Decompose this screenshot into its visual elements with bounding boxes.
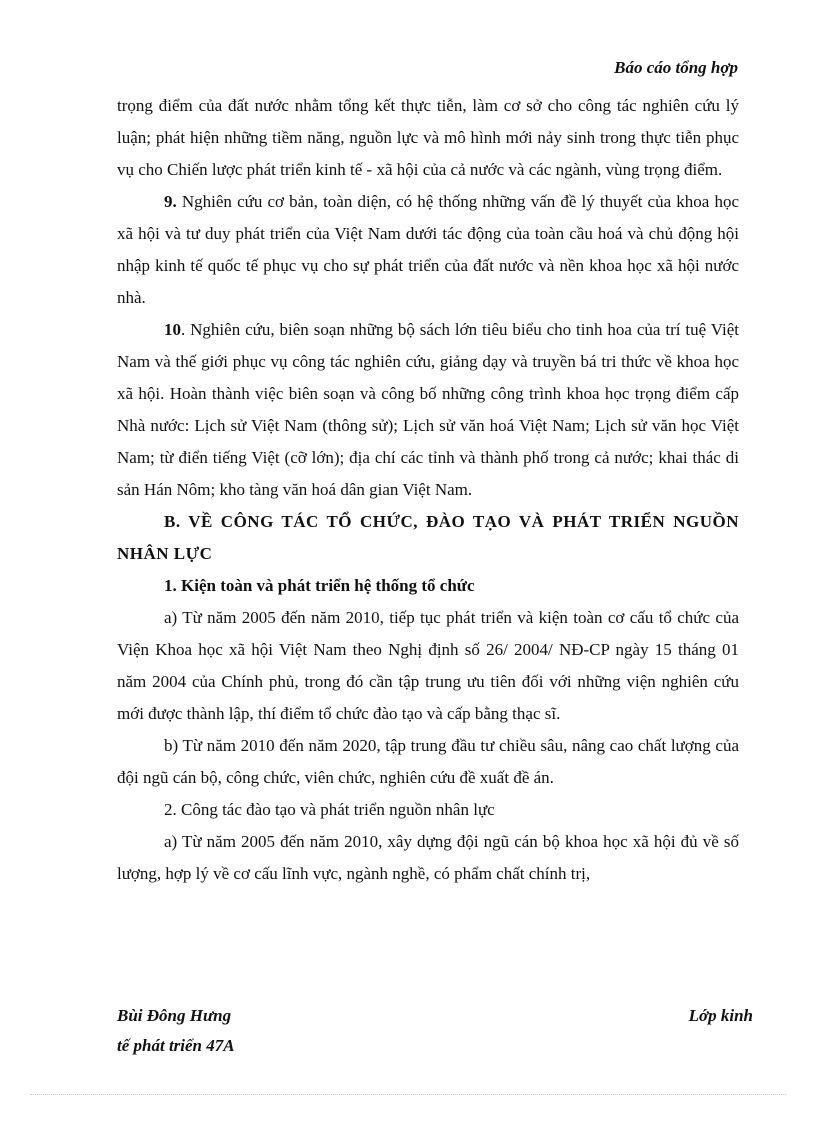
- item-10-text: . Nghiên cứu, biên soạn những bộ sách lớn tiêu biểu cho tinh hoa của trí tuệ Việt Nam và thế giới phục vụ công tác nghiên cứu, giảng dạy và truyền bá tri thức về khoa học xã hội. Hoàn thành việc biên soạn và công bố những công trình khoa học trọng điểm cấp Nhà nước: Lịch sử Việt Nam (thông sử); Lịch sử văn hoá Việt Nam; Lịch sử văn học Việt Nam; từ điển tiếng Việt (cỡ lớn); địa chí các tỉnh và thành phố trong cả nước; khai thác di sản Hán Nôm; kho tàng văn hoá dân gian Việt Nam.: [117, 320, 739, 499]
- document-body: [117, 90, 739, 890]
- item-9-text: Nghiên cứu cơ bản, toàn diện, có hệ thống những vấn đề lý thuyết của khoa học xã hội và tư duy phát triển của Việt Nam dưới tác động của toàn cầu hoá và chủ động hội nhập kinh tế quốc tế phục vụ cho sự phát triển của đất nước và nền khoa học xã hội nước nhà.: [117, 192, 739, 307]
- page-footer: [117, 1001, 753, 1061]
- footer-class-left: Lớp kinh: [688, 1006, 753, 1025]
- paragraph-1a: a) Từ năm 2005 đến năm 2010, tiếp tục phát triển và kiện toàn cơ cấu tổ chức của Viện Khoa học xã hội Việt Nam theo Nghị định số 26/ 2004/ NĐ-CP ngày 15 tháng 01 năm 2004 của Chính phủ, trong đó cần tập trung ưu tiên đối với những viện nghiên cứu mới được thành lập, thí điểm tổ chức đào tạo và cấp bằng thạc sĩ.: [117, 608, 739, 723]
- subheading-1: 1. Kiện toàn và phát triển hệ thống tổ chức: [164, 576, 475, 595]
- subheading-2: 2. Công tác đào tạo và phát triển nguồn nhân lực: [164, 800, 495, 819]
- paragraph-item-9: [117, 186, 739, 314]
- paragraph-item-10: [117, 314, 739, 506]
- paragraph-2a: a) Từ năm 2005 đến năm 2010, xây dựng đội ngũ cán bộ khoa học xã hội đủ về số lượng, hợp lý về cơ cấu lĩnh vực, ngành nghề, có phẩm chất chính trị,: [117, 832, 739, 883]
- paragraph-1b: b) Từ năm 2010 đến năm 2020, tập trung đầu tư chiều sâu, nâng cao chất lượng của đội ngũ cán bộ, công chức, viên chức, nghiên cứu đề xuất đề án.: [117, 736, 739, 787]
- section-b-heading: B. VỀ CÔNG TÁC TỔ CHỨC, ĐÀO TẠO VÀ PHÁT TRIỂN NGUỒN NHÂN LỰC: [117, 512, 739, 563]
- page-bottom-divider: [30, 1094, 786, 1095]
- item-number-9: 9.: [164, 192, 177, 211]
- footer-class-right: tế phát triển 47A: [117, 1036, 235, 1055]
- footer-author: Bùi Đông Hưng: [117, 1006, 232, 1025]
- running-header: Báo cáo tổng hợp: [614, 58, 738, 77]
- paragraph-continued: trọng điểm của đất nước nhằm tổng kết thực tiễn, làm cơ sở cho công tác nghiên cứu lý luận; phát hiện những tiềm năng, nguồn lực và mô hình mới nảy sinh trong thực tiễn phục vụ cho Chiến lược phát triển kinh tế - xã hội của cả nước và các ngành, vùng trọng điểm.: [117, 96, 739, 179]
- item-number-10: 10: [164, 320, 181, 339]
